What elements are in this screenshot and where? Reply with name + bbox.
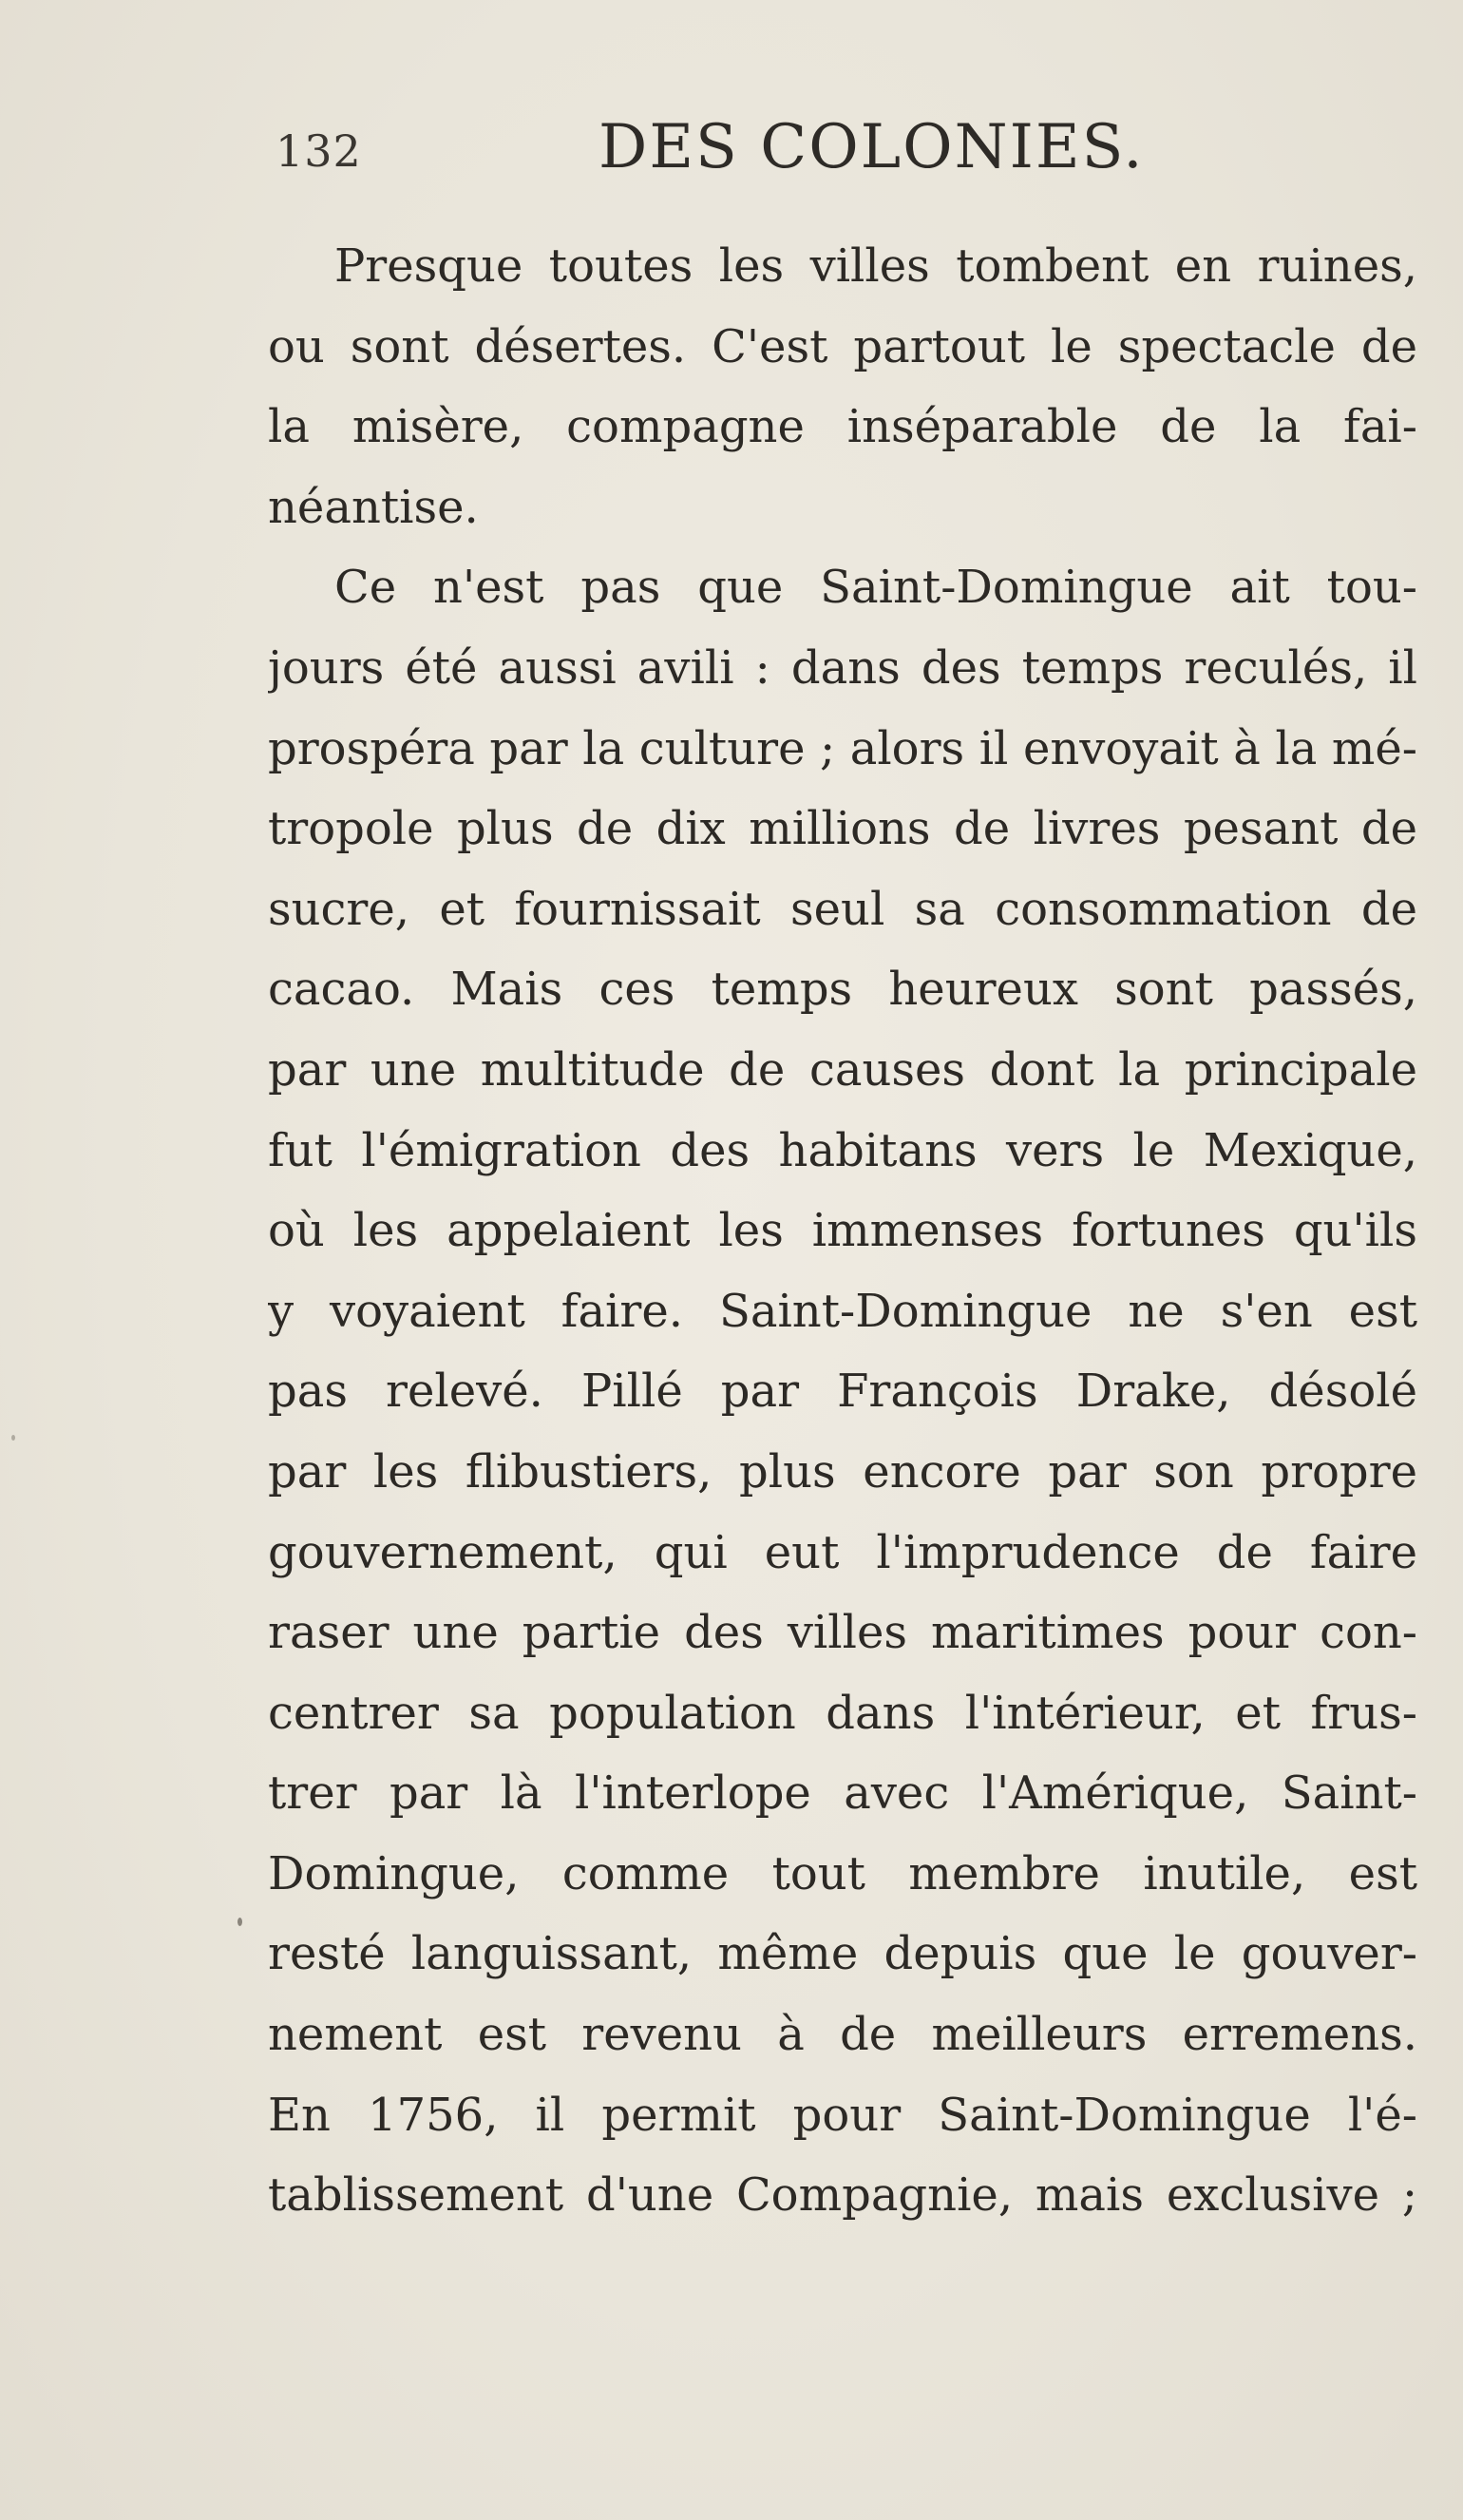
text-line: centrer sa population dans l'intérieur, et frus-: [268, 1686, 1417, 1740]
text-line: par une multitude de causes dont la principale: [268, 1042, 1417, 1097]
text-line: trer par là l'interlope avec l'Amérique, Saint-: [268, 1766, 1417, 1821]
running-title: DES COLONIES.: [598, 112, 1145, 182]
text-line: ou sont désertes. C'est partout le spectacle de: [268, 319, 1417, 373]
text-line: pas relevé. Pillé par François Drake, désolé: [268, 1365, 1417, 1419]
paragraph-2: [268, 547, 1417, 2235]
text-line: y voyaient faire. Saint-Domingue ne s'en est: [268, 1284, 1417, 1338]
page-number: 132: [276, 125, 362, 177]
text-line: sucre, et fournissait seul sa consommation de: [268, 882, 1417, 936]
text-line: En 1756, il permit pour Saint-Domingue l'é-: [268, 2088, 1417, 2142]
paper-speck: [11, 1435, 15, 1441]
text-line: nement est revenu à de meilleurs erremens.: [268, 2008, 1417, 2062]
text-line: néantise.: [268, 480, 479, 534]
text-line: gouvernement, qui eut l'imprudence de faire: [268, 1525, 1417, 1579]
text-line: la misère, compagne inséparable de la fai-: [268, 400, 1417, 454]
text-line: tropole plus de dix millions de livres pesant de: [268, 802, 1417, 856]
text-line: jours été aussi avili : dans des temps reculés, il: [268, 640, 1417, 695]
text-line: tablissement d'une Compagnie, mais exclusive ;: [268, 2168, 1417, 2223]
text-line: par les flibustiers, plus encore par son propre: [268, 1444, 1417, 1499]
text-line: raser une partie des villes maritimes pour con-: [268, 1606, 1417, 1660]
text-line: où les appelaient les immenses fortunes qu'ils: [268, 1204, 1417, 1258]
text-line: cacao. Mais ces temps heureux sont passés,: [268, 963, 1417, 1017]
text-line: fut l'émigration des habitans vers le Mexique,: [268, 1123, 1417, 1177]
text-line: Presque toutes les villes tombent en ruines,: [334, 239, 1417, 293]
text-line: resté languissant, même depuis que le gouver-: [268, 1927, 1417, 1981]
body-text: [268, 226, 1417, 2236]
text-line: Ce n'est pas que Saint-Domingue ait tou-: [334, 561, 1417, 615]
page-header: [0, 112, 1463, 188]
paper-speck: [238, 1918, 242, 1926]
paragraph-1: [268, 226, 1417, 547]
text-line: Domingue, comme tout membre inutile, est: [268, 1846, 1417, 1900]
text-line: prospéra par la culture ; alors il envoyait à la mé-: [268, 721, 1417, 775]
